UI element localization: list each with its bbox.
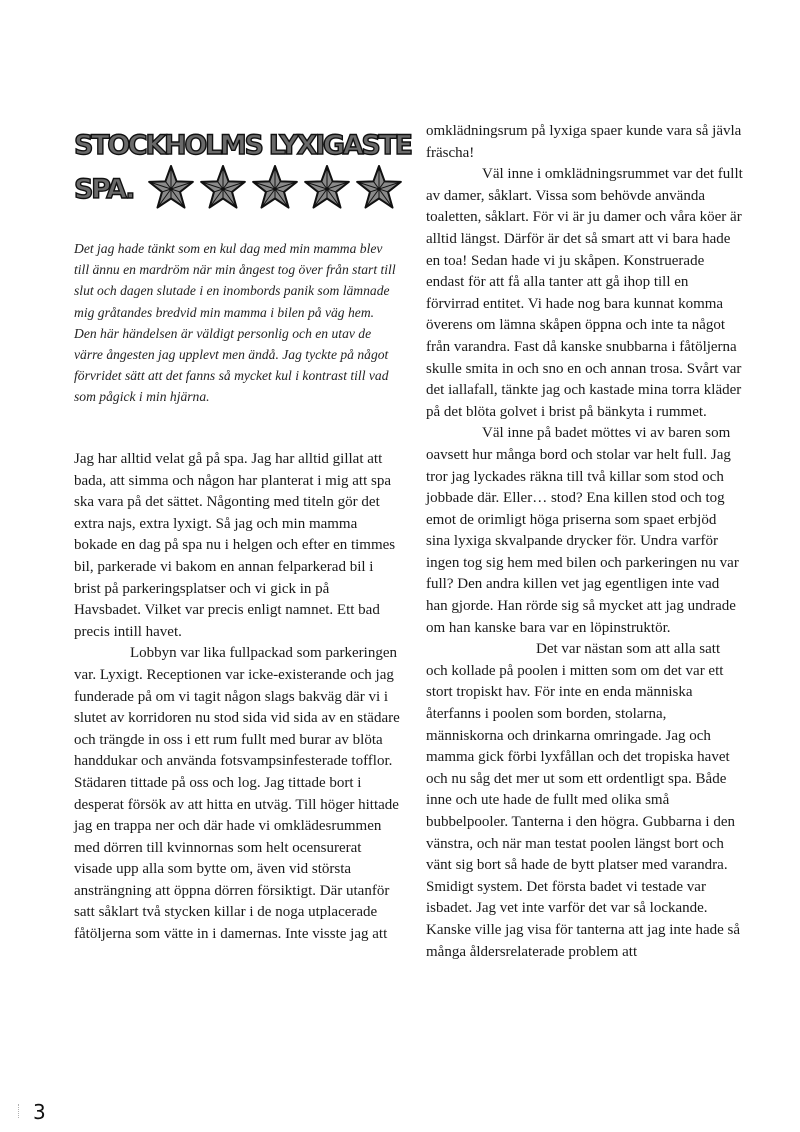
star-icon (354, 163, 404, 213)
star-icon (198, 163, 248, 213)
star-icon (302, 163, 352, 213)
body-paragraph: Väl inne i omklädningsrummet var det fullt av damer, såklart. Vissa som behövde använda toaletten, såklart. För vi är ju damer och våra köer är alltid längst. Därför är det så smart att vi bara hade en toa! Sedan hade vi ju skåpen. Konstruerade endast för att få alla tanter att gå ihop till en förvirrad entitet. Vi hade nog bara kunnat komma överens om lämna skåpen öppna och inte ta något från varandra. Fast då kanske snubbarna i fåtöljerna skulle smita in och sno en och annan trosa. Svårt var det iallafall, tänkte jag och kastade mina torra kläder på det blöta golvet i brist på bänkyta i rummet. (426, 166, 743, 420)
body-paragraph: omklädningsrum på lyxiga spaer kunde vara så jävla fräscha! (426, 123, 742, 161)
body-paragraph: Jag har alltid velat gå på spa. Jag har alltid gillat att bada, att simma och någon har planterat i mig att spa ska vara på det sättet. Någonting med titeln gör det extra najs, extra lyxigt. Så jag och min mamma bokade en dag på spa nu i helgen och efter en timmes bil, parkerade vi bakom en annan felparkerad bil i brist på parkeringsplatser och vi gick in på Havsbadet. Vilket var precis enligt namnet. Ett bad precis intill havet. (74, 451, 396, 640)
star-icon (146, 163, 196, 213)
star-icon (250, 163, 300, 213)
page-number: 3 (33, 1100, 46, 1124)
article-body-right-column (426, 121, 744, 963)
body-paragraph: Lobbyn var lika fullpackad som parkeringen var. Lyxigt. Receptionen var icke-existerande och jag funderade på om vi tagit någon slags bakväg där vi i slutet av korridoren nu stod sida vid sida av en städare och trängde in oss i ett rum fullt med burar av blöta handdukar och använda fotsvampsinfesterade tofflor. Städaren tittade på oss och log. Jag tittade bort i desperat försök av att hitta en utväg. Till höger hittade jag en trappa ner och där hade vi omklädesrummen med dörren till kvinnornas som helt ocensurerat visade upp alla som bytte om, även vid största ansträngning att öppna dörren försiktigt. Där utanför satt såklart två stycken killar i de noga utplacerade fåtöljerna som vätte in i damernas. Inte visste jag att (74, 645, 400, 943)
article-title-line-2: SPA. (74, 174, 134, 205)
article-intro: Det jag hade tänkt som en kul dag med min mamma blev till ännu en mardröm när min ångest tog över från start till slut och dagen slutade i en inombords panik som lämnade mig gråtandes bredvid min mamma i bilen på väg hem. Den här händelsen är väldigt personlig och en utav de värre ångesten jag upplevt men ändå. Jag tyckte på något förvridet sätt att det fanns så mycket kul i kontrast till vad som pågick i min hjärna. (74, 241, 396, 405)
article-body-left-column (74, 449, 400, 946)
body-paragraph: Det var nästan som att alla satt och kollade på poolen i mitten som om det var ett stort tropiskt hav. För inte en enda människa återfanns i poolen som borden, stolarna, människorna och drinkarna omringade. Jag och mamma gick förbi lyxfållan och det tropiska havet och nu såg det mer ut som ett ordentligt spa. Både inne och ute hade de fullt med olika små bubbelpooler. Tanterna i den högra. Gubbarna i den vänstra, och när man testat poolen längst bort och vänt sig bort så hade de bytt platser med varandra. Smidigt system. Det första badet vi testade var isbadet. Jag vet inte varför det var så lockande. Kanske ville jag visa för tanterna att jag inte hade så många åldersrelaterade problem att (426, 641, 741, 960)
body-paragraph: Väl inne på badet möttes vi av baren som oavsett hur många bord och stolar var helt full. Jag tror jag lyckades räkna till två killar som stod och jobbade där. Eller… stod? Ena killen stod och tog emot de orimligt höga priserna som spaet erbjöd sina lyxiga skvalpande drycker för. Undra varför ingen tog sig hem med bilen och parkeringen nu var full? Den andra killen vet jag egentligen inte vad han gjorde. Han rörde sig så mycket att jag undrade om han kanske bara var en löpinstruktör. (426, 425, 739, 636)
article-title-line-1: STOCKHOLMS LYXIGASTE (74, 130, 411, 161)
page-margin-mark (18, 1104, 31, 1118)
star-rating (146, 163, 404, 213)
